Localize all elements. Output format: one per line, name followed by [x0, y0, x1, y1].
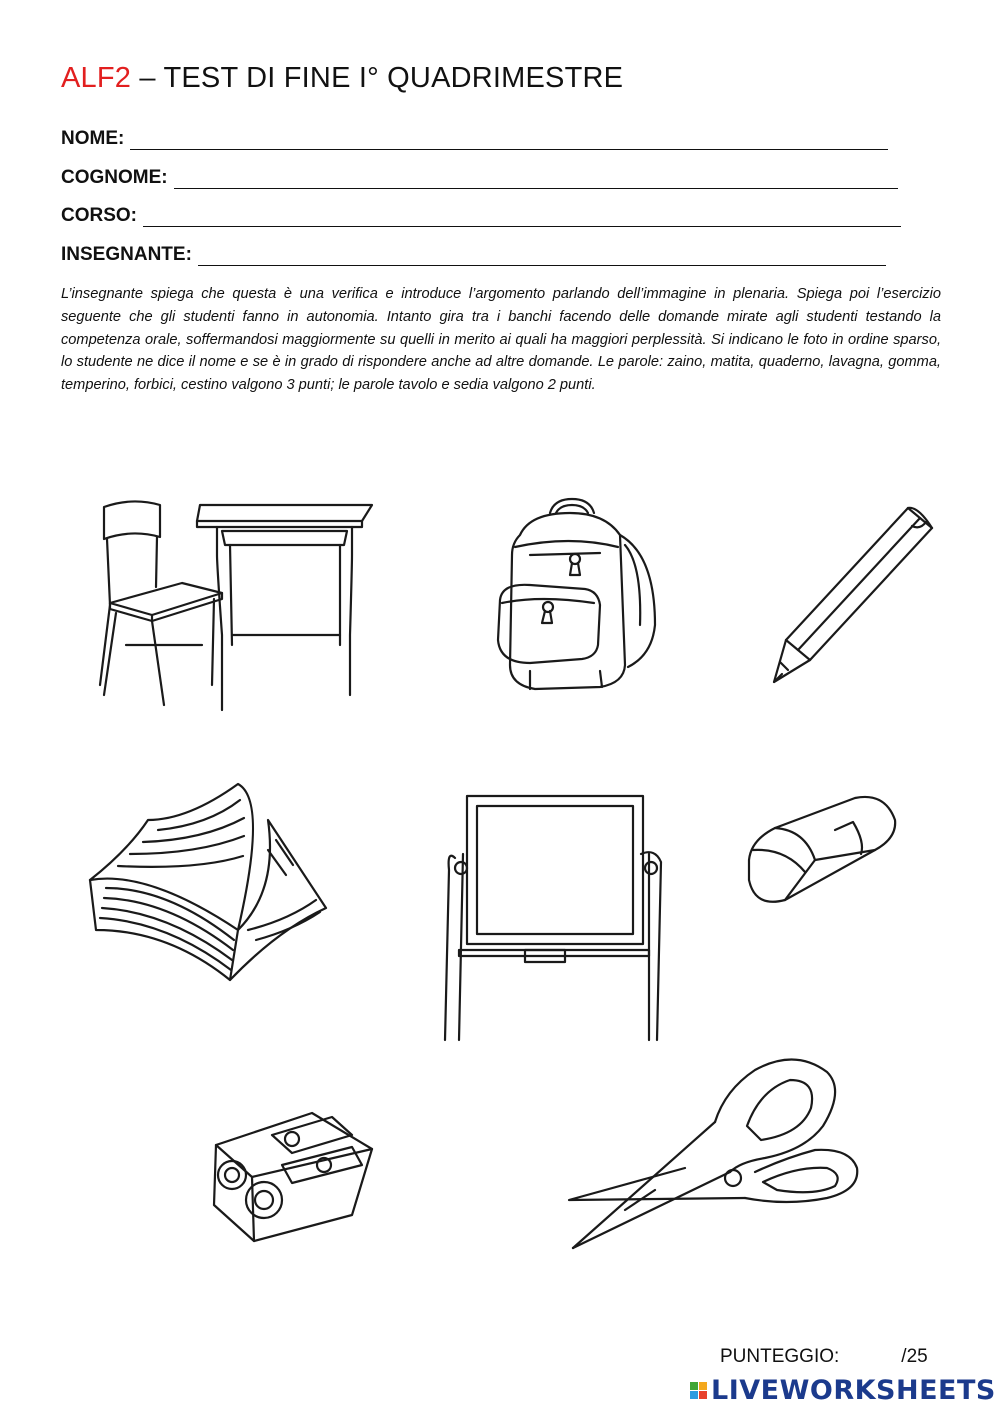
liveworksheets-logo	[690, 1375, 996, 1406]
sharpener-icon	[212, 1105, 382, 1245]
backpack-icon	[490, 495, 665, 695]
name-line[interactable]	[130, 131, 888, 150]
course-field[interactable]	[61, 205, 901, 227]
pencil-icon	[770, 500, 940, 690]
title-text: – TEST DI FINE I° QUADRIMESTRE	[131, 62, 624, 94]
name-field[interactable]	[61, 128, 888, 150]
teacher-label: INSEGNANTE:	[61, 244, 192, 265]
notebook-icon	[88, 780, 328, 995]
blackboard-icon	[435, 790, 675, 1045]
surname-label: COGNOME:	[61, 167, 168, 188]
name-label: NOME:	[61, 128, 125, 149]
logo-blocks-icon	[690, 1382, 707, 1399]
chair-desk-icon	[82, 495, 377, 710]
teacher-field[interactable]	[61, 244, 886, 266]
teacher-line[interactable]	[198, 247, 886, 266]
page-title	[61, 62, 623, 95]
brand-name: LIVEWORKSHEETS	[711, 1375, 996, 1406]
score-total: /25	[901, 1346, 928, 1367]
course-line[interactable]	[143, 208, 901, 227]
instructions-text: L’insegnante spiega che questa è una verifica e introduce l’argomento parlando dell’immagine in plenaria. Spiega poi l’esercizio seguente che gli studenti fanno in autonomia. Intanto gira tra i banchi facendo delle domande mirate agli studenti testando la competenza orale, soffermandosi maggiormente su quelli in merito ai quali ha maggiori perplessità. Si indicano le foto in ordine sparso, lo studente ne dice il nome e se è in grado di rispondere anche ad altre domande. Le parole: zaino, matita, quaderno, lavagna, gomma, temperino, forbici, cestino valgono 3 punti; le parole tavolo e sedia valgono 2 punti.	[61, 286, 941, 394]
surname-line[interactable]	[174, 170, 898, 189]
course-label: CORSO:	[61, 205, 137, 226]
scissors-icon	[565, 1050, 860, 1255]
score	[720, 1346, 928, 1368]
surname-field[interactable]	[61, 167, 898, 189]
title-code: ALF2	[61, 62, 132, 94]
score-label: PUNTEGGIO:	[720, 1346, 840, 1367]
eraser-icon	[745, 790, 900, 915]
